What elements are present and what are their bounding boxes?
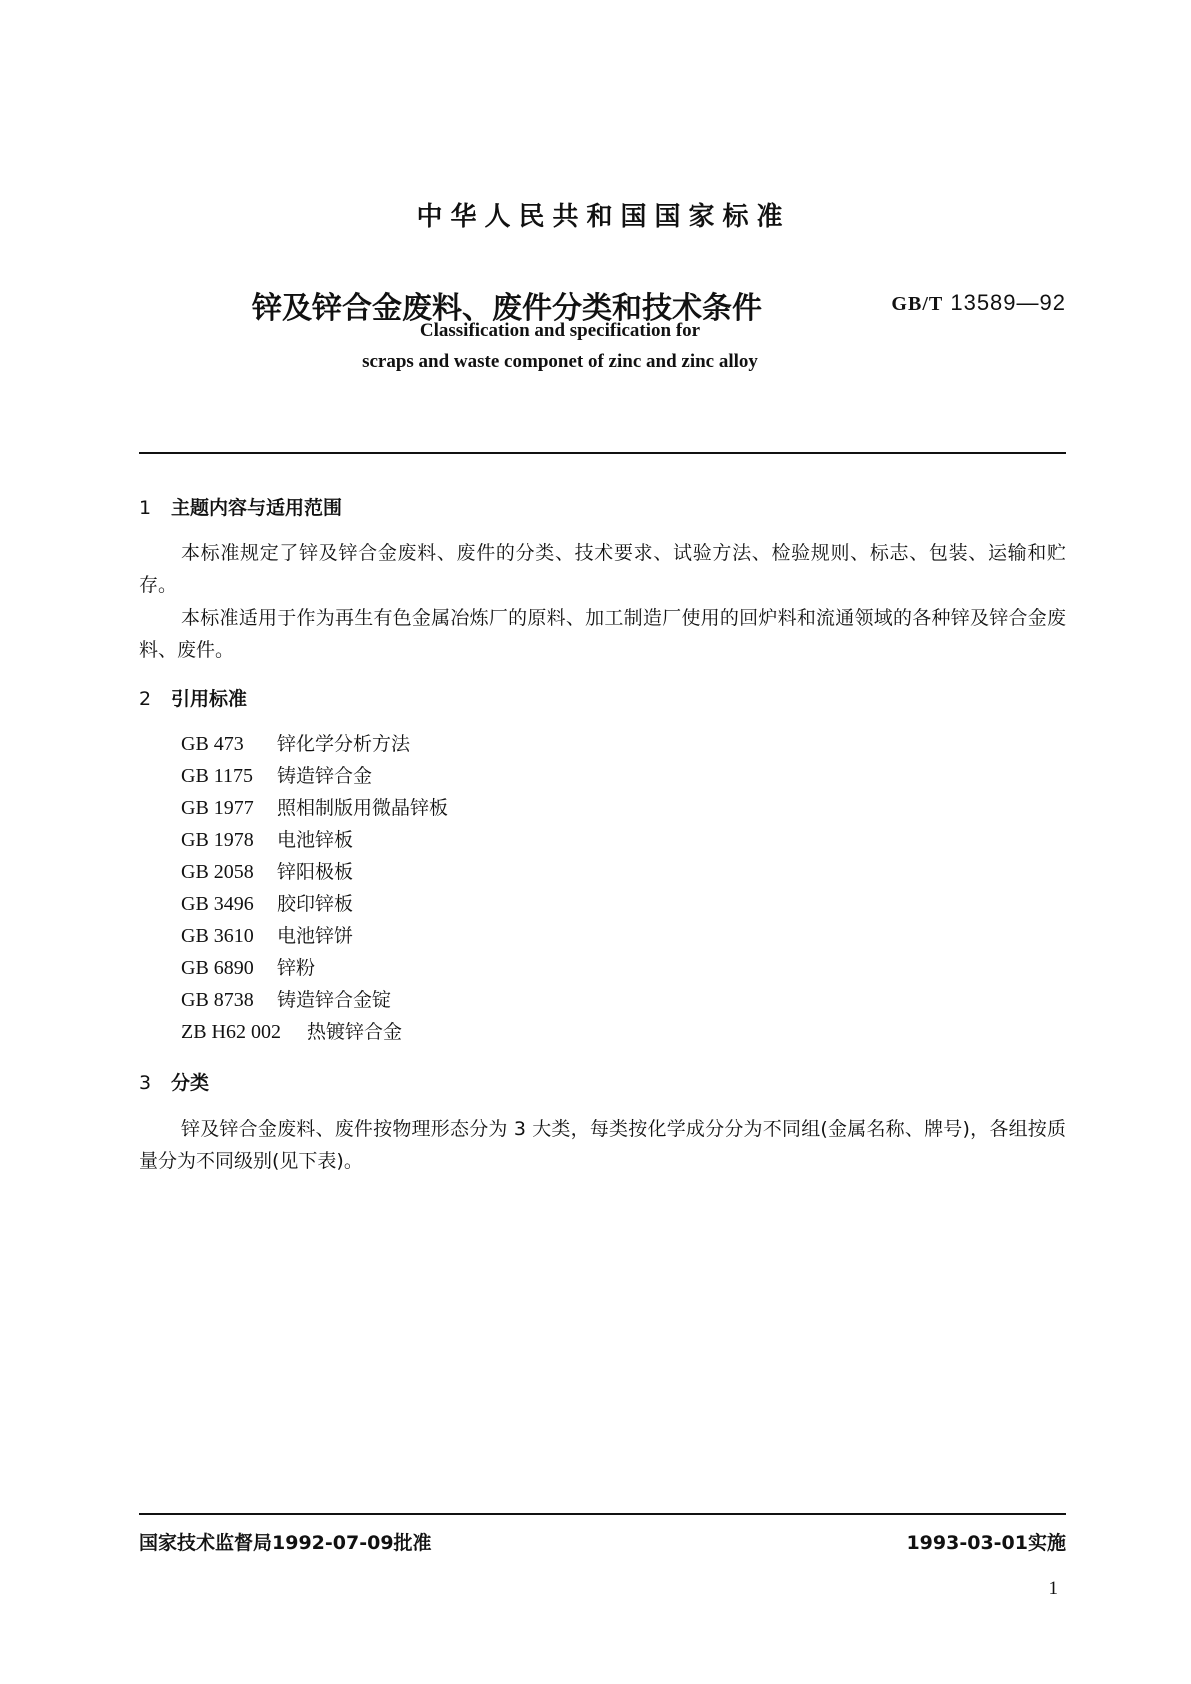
section-number: 2	[139, 688, 152, 710]
list-item	[181, 984, 448, 1016]
section-2-heading	[139, 684, 247, 711]
section-1-paragraph-1: 本标准规定了锌及锌合金废料、废件的分类、技术要求、试验方法、检验规则、标志、包装、运输和贮存。	[139, 542, 1066, 596]
reference-name: 铸造锌合金	[277, 765, 373, 787]
approval-date: 国家技术监督局1992-07-09批准	[139, 1532, 432, 1554]
section-title: 引用标准	[171, 688, 248, 710]
list-item	[181, 856, 448, 888]
list-item	[181, 952, 448, 984]
reference-name: 锌化学分析方法	[277, 733, 411, 755]
reference-code: GB 1977	[181, 797, 254, 819]
reference-name: 锌阳极板	[277, 861, 354, 883]
reference-name: 胶印锌板	[277, 893, 354, 915]
reference-code: GB 1978	[181, 829, 254, 851]
header-divider	[139, 452, 1066, 454]
reference-code: ZB H62 002	[181, 1021, 281, 1043]
reference-code: GB 8738	[181, 989, 254, 1011]
document-title-en-line1: Classification and specification for	[419, 320, 701, 341]
document-title-zh: 锌及锌合金废料、废件分类和技术条件	[252, 291, 762, 326]
footer-divider	[139, 1513, 1066, 1515]
section-1-paragraph-2: 本标准适用于作为再生有色金属冶炼厂的原料、加工制造厂使用的回炉料和流通领域的各种锌及锌合金废料、废件。	[139, 607, 1066, 661]
reference-code: GB 3610	[181, 925, 254, 947]
reference-code: GB 1175	[181, 765, 254, 787]
section-title: 分类	[171, 1072, 210, 1094]
section-1-heading	[139, 493, 342, 520]
document-title-en-line2: scraps and waste componet of zinc and zinc alloy	[362, 351, 758, 372]
section-3-paragraph-1: 锌及锌合金废料、废件按物理形态分为 3 大类，每类按化学成分分为不同组(金属名称、牌号)，各组按质量分为不同级别(见下表)。	[139, 1118, 1066, 1172]
standard-prefix: GB/T	[891, 293, 944, 315]
reference-name: 锌粉	[277, 957, 316, 979]
implementation-date: 1993-03-01实施	[906, 1532, 1066, 1554]
section-number: 3	[139, 1072, 152, 1094]
standard-number	[891, 290, 1066, 316]
reference-name: 照相制版用微晶锌板	[277, 797, 449, 819]
reference-list	[181, 728, 448, 1048]
national-standard-heading: 中华人民共和国国家标准	[416, 202, 791, 232]
section-title: 主题内容与适用范围	[171, 497, 343, 519]
page-number: 1	[1048, 1578, 1058, 1599]
list-item	[181, 824, 448, 856]
list-item	[181, 760, 448, 792]
list-item	[181, 888, 448, 920]
list-item	[181, 920, 448, 952]
reference-code: GB 6890	[181, 957, 254, 979]
reference-name: 电池锌板	[277, 829, 354, 851]
list-item	[181, 728, 448, 760]
reference-name: 铸造锌合金锭	[277, 989, 392, 1011]
list-item	[181, 792, 448, 824]
reference-name: 电池锌饼	[277, 925, 354, 947]
reference-code: GB 2058	[181, 861, 254, 883]
reference-code: GB 3496	[181, 893, 254, 915]
reference-code: GB 473	[181, 733, 244, 755]
section-number: 1	[139, 497, 152, 519]
reference-name: 热镀锌合金	[307, 1021, 403, 1043]
list-item	[181, 1016, 448, 1048]
section-3-heading	[139, 1068, 209, 1095]
standard-code: 13589—92	[950, 290, 1066, 315]
